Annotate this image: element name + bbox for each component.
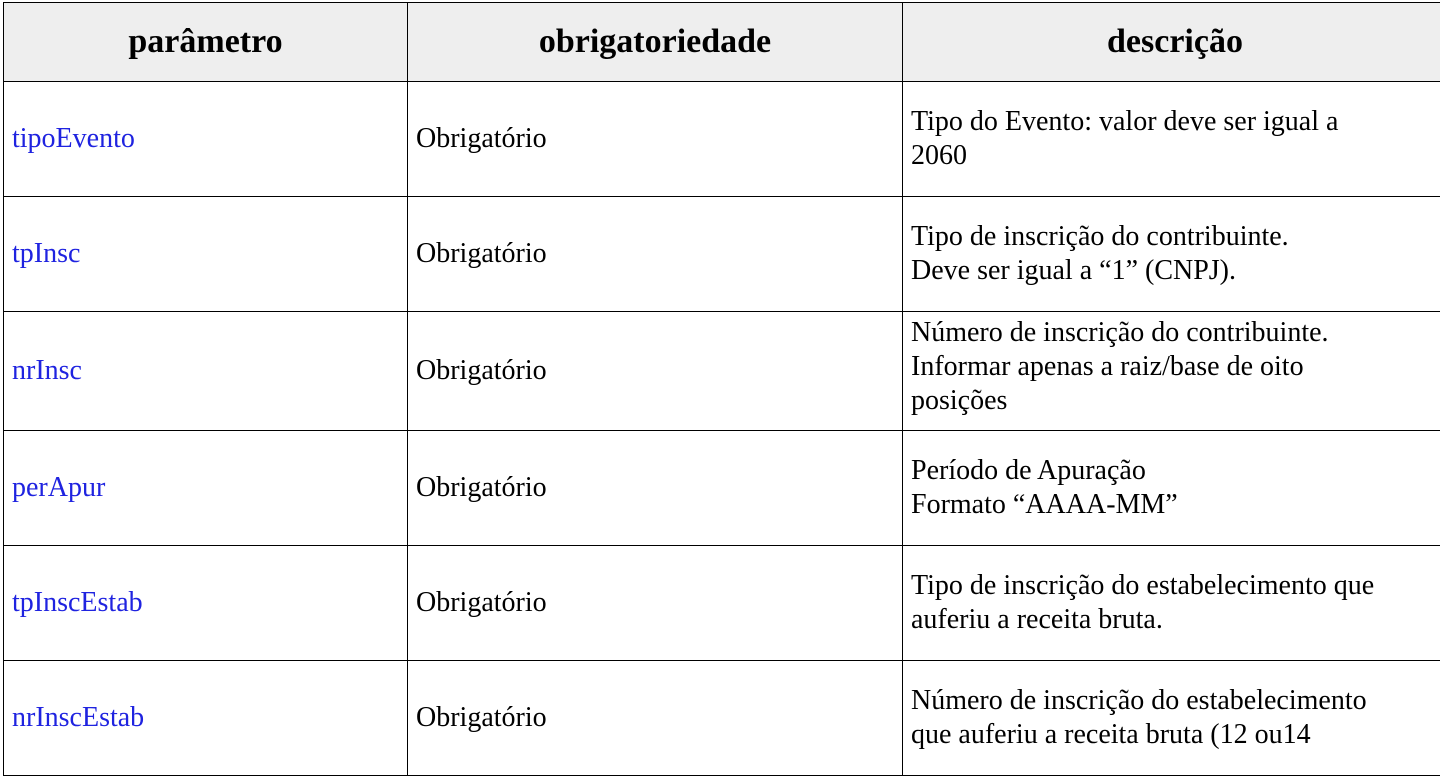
table-header-row [4, 3, 1440, 82]
description-line: auferiu a receita bruta. [911, 604, 1163, 635]
param-cell: perApur [4, 431, 408, 546]
requirement-cell: Obrigatório [408, 197, 903, 312]
description-line: Formato “AAAA-MM” [911, 489, 1178, 520]
param-cell: nrInscEstab [4, 661, 408, 776]
description-line: Número de inscrição do contribuinte. [911, 317, 1329, 348]
description-cell [903, 661, 1440, 776]
description-line: Tipo de inscrição do estabelecimento que [911, 570, 1375, 601]
param-cell: tpInscEstab [4, 546, 408, 661]
table-row [4, 197, 1440, 312]
description-cell [903, 431, 1440, 546]
table-row [4, 431, 1440, 546]
table-row [4, 661, 1440, 776]
requirement-cell: Obrigatório [408, 312, 903, 431]
param-cell: tipoEvento [4, 82, 408, 197]
header-obrigatoriedade: obrigatoriedade [408, 3, 903, 82]
requirement-cell: Obrigatório [408, 661, 903, 776]
description-line: Número de inscrição do estabelecimento [911, 685, 1367, 716]
description-cell [903, 546, 1440, 661]
description-cell [903, 197, 1440, 312]
description-line: Tipo de inscrição do contribuinte. [911, 221, 1289, 252]
description-cell [903, 82, 1440, 197]
param-cell: tpInsc [4, 197, 408, 312]
description-line: Período de Apuração [911, 455, 1146, 486]
description-line: 2060 [911, 140, 967, 171]
requirement-cell: Obrigatório [408, 431, 903, 546]
description-line: Deve ser igual a “1” (CNPJ). [911, 255, 1237, 286]
table-row [4, 82, 1440, 197]
requirement-cell: Obrigatório [408, 82, 903, 197]
requirement-cell: Obrigatório [408, 546, 903, 661]
param-cell: nrInsc [4, 312, 408, 431]
header-parametro: parâmetro [4, 3, 408, 82]
header-descricao: descrição [903, 3, 1440, 82]
table-row [4, 312, 1440, 431]
description-line: Informar apenas a raiz/base de oito [911, 351, 1304, 382]
table-row [4, 546, 1440, 661]
description-line: posições [911, 385, 1008, 416]
description-line: Tipo do Evento: valor deve ser igual a [911, 106, 1339, 137]
description-cell [903, 312, 1440, 431]
parameter-table [3, 2, 1440, 776]
description-line: que auferiu a receita bruta (12 ou14 [911, 719, 1311, 750]
